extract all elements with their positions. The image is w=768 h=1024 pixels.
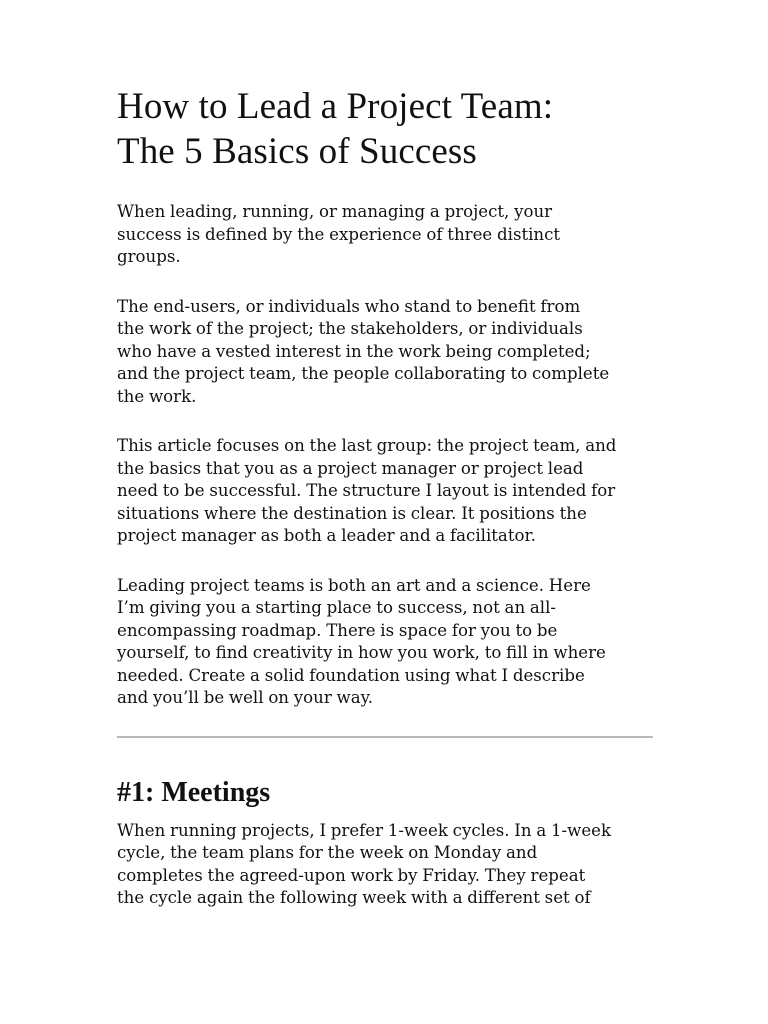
article-title: How to Lead a Project Team: The 5 Basics of Success (117, 86, 554, 172)
intro-paragraph: When leading, running, or managing a project, your success is defined by the experience of three distinct groups. (117, 202, 561, 266)
meetings-paragraph: When running projects, I prefer 1-week cycles. In a 1-week cycle, the team plans for the week on Monday and completes the agreed-upon work by Friday. They repeat the cycle again the following week with a different set of (117, 820, 612, 907)
section-heading-meetings: #1: Meetings (117, 776, 271, 808)
art-science-paragraph: Leading project teams is both an art and a science. Here I’m giving you a starting place to success, not an all- encompassing roadmap. There is space for you to be yourself, to find creativity in how you work, to fill in where needed. Create a solid foundation using what I describe and you’ll be well on your way. (117, 575, 606, 707)
document-page (117, 84, 657, 910)
groups-paragraph: The end-users, or individuals who stand to benefit from the work of the project; the stakeholders, or individuals who have a vested interest in the work being completed; and the project team, the people collaborating to complete the work. (117, 296, 610, 406)
section-divider (117, 736, 653, 738)
focus-paragraph: This article focuses on the last group: the project team, and the basics that you as a project manager or project lead need to be successful. The structure I layout is intended for situations where the destination is clear. It positions the project manager as both a leader and a facilitator. (117, 436, 617, 545)
